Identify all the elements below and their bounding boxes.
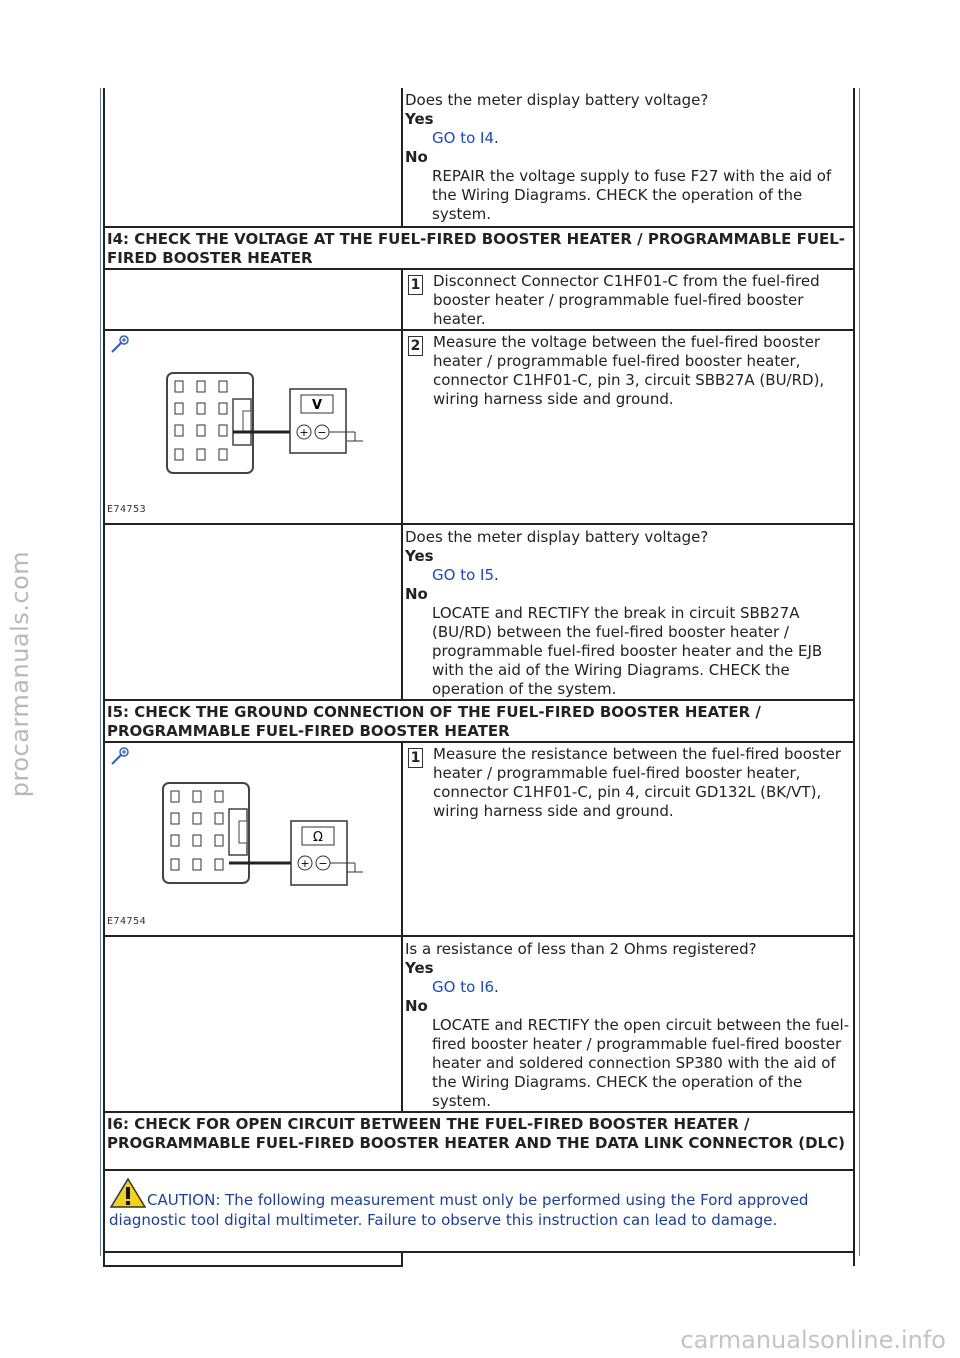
step-number-badge: 1 xyxy=(408,748,423,768)
h-no-label: No xyxy=(405,148,428,166)
h-result-row: Does the meter display battery voltage? Yes GO to I4. No REPAIR the voltage supply to fuse F27 with the aid of the Wiring Diagrams. CHECK the operation of the system. xyxy=(104,88,854,227)
zoom-in-icon[interactable] xyxy=(109,747,131,767)
bottom-watermark: carmanualsonline.info xyxy=(680,1326,946,1354)
i5-no-action: LOCATE and RECTIFY the open circuit between the fuel-fired booster heater / programmable fuel-fired booster heater and soldered connection SP380 with the aid of the Wiring Diagrams. CHECK the operation of the system. xyxy=(432,1016,850,1110)
h-yes-label: Yes xyxy=(405,110,434,128)
i5-question: Is a resistance of less than 2 Ohms registered? xyxy=(405,940,757,958)
zoom-in-icon[interactable] xyxy=(109,335,131,355)
svg-text:+: + xyxy=(300,857,310,870)
warning-icon xyxy=(109,1177,147,1209)
i4-title: I4: CHECK THE VOLTAGE AT THE FUEL-FIRED BOOSTER HEATER / PROGRAMMABLE FUEL-FIRED BOOSTER HEATER xyxy=(104,227,854,269)
i6-title: I6: CHECK FOR OPEN CIRCUIT BETWEEN THE FUEL-FIRED BOOSTER HEATER / PROGRAMMABLE FUEL-FIRED BOOSTER HEATER AND THE DATA LINK CONNECTOR (DLC) xyxy=(104,1112,854,1170)
diagnostic-table: Does the meter display battery voltage? Yes GO to I4. No REPAIR the voltage supply to fuse F27 with the aid of the Wiring Diagrams. CHECK the operation of the system. I4: CHECK THE VOLTAGE AT THE FUEL-FIRED BOOSTER HEATER / PROGRAMMABLE FUEL-FIRED BOOSTER HEATER 1 Disconnect Connector C1HF01-C from the fuel-fired booster heater / programmable fuel-fired booster heater. V + − E74753 2 Measure the voltage between the fuel-fired booster heater / programmable fuel-fired booster heater, connector C1HF01-C, pin 3, circuit SBB27A (BU/RD), wiring harness side and ground. Does the meter display battery voltage? Yes GO to I5. No LOCATE and RECTIFY the break in circuit SBB27A (BU/RD) between the fuel-fired booster heater / programmable fuel-fired booster heater and the EJB with the aid of the Wiring Diagrams. CHECK the operation of the system. I5: CHECK THE GROUND CONNECTION OF THE FUEL-FIRED BOOSTER HEATER / PROGRAMMABLE FUEL-FIRED BOOSTER HEATER Ω + − E74754 1 Measure the resistance between the fuel-fired booster heater / programmable fuel-fired booster heater, connector C1HF01-C, pin 4, circuit GD132L (BK/VT), wiring harness side and ground. Is a resistance of less than 2 Ohms registered? Yes GO to I6. No LOCATE and RECTIFY the open circuit between the fuel-fired booster heater / programmable fuel-fired booster heater and soldered connection SP380 with the aid of the Wiring Diagrams. CHECK the operation of the system. I6: CHECK FOR OPEN CIRCUIT BETWEEN THE FUEL-FIRED BOOSTER HEATER / PROGRAMMABLE FUEL-FIRED BOOSTER HEATER AND THE DATA LINK CONNECTOR (DLC) CAUTION: The following measurement must only be performed using the Ford approved diagnostic tool digital multimeter. Failure to observe this instruction can lead to damage. xyxy=(103,88,855,1267)
svg-text:Ω: Ω xyxy=(313,830,323,845)
svg-text:V: V xyxy=(311,398,323,413)
svg-text:−: − xyxy=(317,426,327,439)
i4-question: Does the meter display battery voltage? xyxy=(405,528,709,546)
step-number-badge: 1 xyxy=(408,275,423,295)
i5-step-1: 1 Measure the resistance between the fuel-fired booster heater / programmable fuel-fired booster heater, connector C1HF01-C, pin 4, circuit GD132L (BK/VT), wiring harness side and ground. xyxy=(403,743,853,821)
figure-id: E74753 xyxy=(107,504,147,515)
voltage-measurement-diagram xyxy=(165,371,365,481)
i4-no-action: LOCATE and RECTIFY the break in circuit SBB27A (BU/RD) between the fuel-fired booster heater / programmable fuel-fired booster heater and the EJB with the aid of the Wiring Diagrams. CHECK the operation of the system. xyxy=(432,604,823,698)
caution-cell xyxy=(104,1170,854,1252)
resistance-measurement-diagram xyxy=(161,781,365,891)
right-margin-rule xyxy=(859,88,860,1256)
svg-text:−: − xyxy=(318,857,328,870)
h-question: Does the meter display battery voltage? xyxy=(405,91,709,109)
i5-figure-cell xyxy=(104,742,402,936)
goto-i4-link[interactable]: GO to I4 xyxy=(432,129,494,147)
svg-text:+: + xyxy=(299,426,309,439)
h-no-action: REPAIR the voltage supply to fuse F27 with the aid of the Wiring Diagrams. CHECK the operation of the system. xyxy=(432,167,832,223)
step-number-badge: 2 xyxy=(408,336,423,356)
i4-step-2: 2 Measure the voltage between the fuel-fired booster heater / programmable fuel-fired booster heater, connector C1HF01-C, pin 3, circuit SBB27A (BU/RD), wiring harness side and ground. xyxy=(403,331,853,409)
left-margin-rule xyxy=(100,88,101,1256)
figure-id: E74754 xyxy=(107,916,147,927)
i5-title: I5: CHECK THE GROUND CONNECTION OF THE FUEL-FIRED BOOSTER HEATER / PROGRAMMABLE FUEL-FIRED BOOSTER HEATER xyxy=(104,700,854,742)
goto-i6-link[interactable]: GO to I6 xyxy=(432,978,494,996)
side-watermark: procarmanuals.com xyxy=(6,550,34,798)
goto-i5-link[interactable]: GO to I5 xyxy=(432,566,494,584)
i4-step-1: 1 Disconnect Connector C1HF01-C from the fuel-fired booster heater / programmable fuel-fired booster heater. xyxy=(403,270,853,329)
i4-figure-cell xyxy=(104,330,402,524)
caution-note: CAUTION: The following measurement must only be performed using the Ford approved diagnostic tool digital multimeter. Failure to observe this instruction can lead to damage. xyxy=(105,1171,853,1234)
